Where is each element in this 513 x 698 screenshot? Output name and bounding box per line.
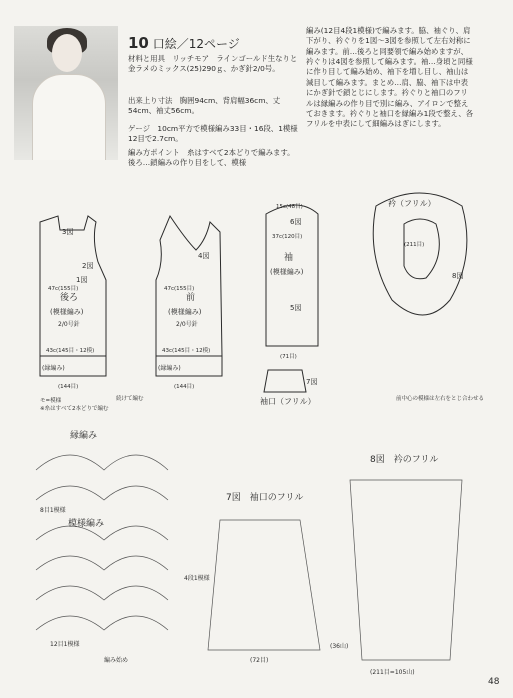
repeat-label: 4段1模様 [184,575,210,582]
collar-chart-title: 8図 衿のフリル [370,455,439,465]
fig7-label: 7図 [306,378,318,386]
cuff-title: 袖口（フリル） [260,397,316,406]
instructions-text: 編み(12目4段1模様)で編みます。脇、袖ぐり、肩下がり、衿ぐりを1図～3図を参照して左右対称に編みます。前…後ろと同要領で編み始めますが、衿ぐりは4図を参照して編みます。袖…身頃と同様に作り目して編み始め、袖下を増し目し、袖山は減目して編みます。まとめ…肩、脇、袖下は中表にかぎ針で鎖とじにします。衿ぐりと袖口のフリルは縁編みの作り目で別に編み、アイロンで整えておきます。衿ぐりと袖口を縁編み1段で整え、各フリルを中表にして細編みはぎにします。 [306,26,474,129]
cuff-chart [208,520,320,650]
front-hook: 2/0号針 [176,321,198,328]
back-bottom-width: 43c(145目・12模) [46,348,95,354]
cuff-count-2: (36山) [330,643,349,650]
fig3-label: 3図 [62,228,74,236]
back-sub: (模様編み) [50,308,84,316]
cuff-chart-title: 7図 袖口のフリル [226,493,304,503]
spec-materials: 材料と用具 リッチモア ラインゴールド生なりと金ラメのミックス(25)290ｇ、かぎ針2/0号。 [128,54,298,73]
collar-cast: (211目) [404,242,425,248]
pattern-chart-title: 模様編み [68,519,105,529]
back-title: 後ろ [60,293,79,303]
back-width: 47c(155目) [48,286,79,292]
eight-row-label: 8目1模様 [40,507,66,514]
back-hook: 2/0号針 [58,321,80,328]
sleeve-title: 袖 [284,253,294,263]
pattern-chart-2 [36,556,168,570]
note-back: モ=模様 [40,398,62,404]
fig4-label: 4図 [198,252,210,260]
repeat-row-label: 12目1模様 [50,641,80,648]
front-edge-count: (144目) [174,384,195,390]
sleeve-top-width: 15c(48目) [276,204,303,210]
page-number: 48 [488,677,500,687]
title-text: 口絵／12ページ [152,37,240,51]
edge-chart-row [36,486,168,500]
start-label: 編み始め [104,657,129,664]
collar-inner [404,219,439,279]
front-width: 47c(155目) [164,286,195,292]
front-title: 前 [186,293,196,303]
fig5-label: 5図 [290,304,302,312]
tsuzuke: 続けて編む [116,396,144,402]
fig1-label: 1図 [76,276,88,284]
spec-gauge: ゲージ 10cm平方で模様編み33目・16段、1模様12目で2.7cm。 [128,124,298,143]
pattern-chart-3 [36,586,168,600]
pattern-chart-4 [36,616,168,630]
spec-size: 出来上り寸法 胸囲94cm、背肩幅36cm、丈54cm、袖丈56cm。 [128,96,281,115]
front-note: 前中心の模様は左右をとじ合わせる [396,396,485,402]
edge-chart-title: 縁編み [70,431,98,441]
sleeve-width: 37c(120目) [272,234,303,240]
collar-title: 衿（フリル） [388,199,436,208]
note-back-2: ※糸はすべて2本どりで編む [40,406,109,412]
sleeve-cast: (71目) [280,354,297,360]
fig8-label: 8図 [452,272,464,280]
front-bottom-width: 43c(145目・12模) [162,348,211,354]
fig2-label: 2図 [82,262,94,270]
collar-piece [373,193,467,315]
front-edge-label: (縁編み) [158,365,181,372]
edge-chart [36,455,168,470]
collar-count: (211目=105山) [370,669,415,676]
cuff-count: (72目) [250,657,269,664]
fig6-label: 6図 [290,218,302,226]
back-edge-count: (144目) [58,384,79,390]
title-number: 10 [128,34,149,52]
front-sub: (模様編み) [168,308,202,316]
back-edge-label: (縁編み) [42,365,65,372]
spec-points: 編み方ポイント 糸はすべて2本どりで編みます。後ろ…鎖編みの作り目をして、模様 [128,148,295,167]
cuff-piece [264,370,306,392]
sleeve-sub: (模様編み) [270,268,304,276]
collar-chart [350,480,462,660]
